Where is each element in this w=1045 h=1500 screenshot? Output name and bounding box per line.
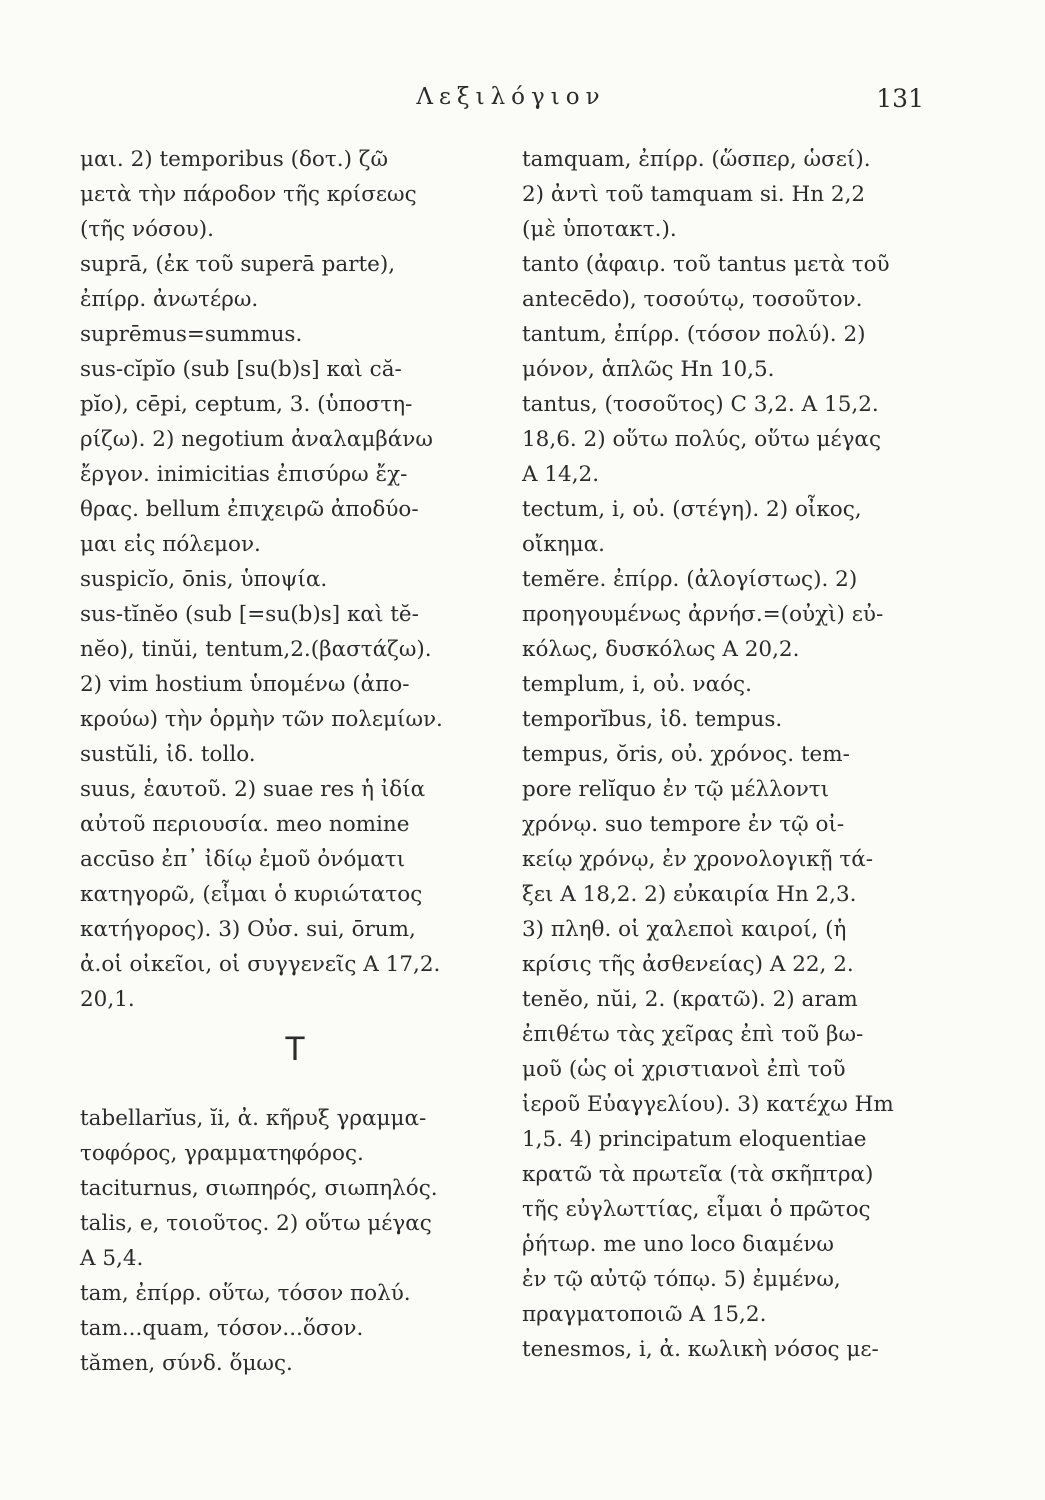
dictionary-line: τῆς εὐγλωττίας, εἶμαι ὁ πρῶτος [522, 1197, 871, 1222]
dictionary-line: tanto (ἀφαιρ. τοῦ tantus μετὰ τοῦ [522, 252, 890, 277]
dictionary-line: 20,1. [80, 987, 135, 1012]
dictionary-line: nĕo), tinŭi, tentum,2.(βαστάζω). [80, 637, 432, 662]
dictionary-line: μαι εἰς πόλεμον. [80, 532, 261, 557]
letter-heading: T [284, 1030, 306, 1068]
page-header [80, 84, 942, 118]
dictionary-line: tam, ἐπίρρ. οὕτω, τόσον πολύ. [80, 1281, 411, 1306]
dictionary-line: 2) ἀντὶ τοῦ tamquam si. Hn 2,2 [522, 182, 866, 207]
left-entries-after-heading [80, 1101, 500, 1381]
dictionary-line: ρίζω). 2) negotium ἀναλαμβάνω [80, 427, 433, 452]
running-title: Λεξιλόγιον [416, 84, 606, 110]
dictionary-line: A 5,4. [80, 1246, 144, 1271]
right-column [522, 142, 942, 1367]
dictionary-line: τοφόρος, γραμματηφόρος. [80, 1141, 364, 1166]
dictionary-line: templum, i, οὐ. ναός. [522, 672, 752, 697]
dictionary-line: suprēmus=summus. [80, 322, 303, 347]
page-number: 131 [876, 84, 924, 113]
dictionary-line: talis, e, τοιοῦτος. 2) οὕτω μέγας [80, 1211, 432, 1236]
dictionary-line: tam...quam, τόσον...ὅσον. [80, 1316, 364, 1341]
dictionary-line: 1,5. 4) principatum eloquentiae [522, 1127, 867, 1152]
dictionary-line: χρόνῳ. suo tempore ἐν τῷ οἰ- [522, 812, 845, 837]
dictionary-line: tectum, i, οὐ. (στέγη). 2) οἶκος, [522, 497, 862, 522]
dictionary-line: tămen, σύνδ. ὅμως. [80, 1351, 293, 1376]
dictionary-line: suus, ἑαυτοῦ. 2) suae res ἡ ἰδία [80, 777, 426, 802]
dictionary-line: 3) πληθ. οἱ χαλεποὶ καιροί, (ἡ [522, 917, 847, 942]
dictionary-line: ἐν τῷ αὐτῷ τόπῳ. 5) ἐμμένω, [522, 1267, 841, 1292]
dictionary-line: κατηγορῶ, (εἶμαι ὁ κυριώτατος [80, 882, 423, 907]
dictionary-line: οἴκημα. [522, 532, 606, 557]
dictionary-line: μετὰ τὴν πάροδον τῆς κρίσεως [80, 182, 417, 207]
dictionary-line: κρίσις τῆς ἀσθενείας) A 22, 2. [522, 952, 854, 977]
dictionary-line: αὐτοῦ περιουσία. meo nomine [80, 812, 410, 837]
dictionary-line: tantus, (τοσοῦτος) C 3,2. A 15,2. [522, 392, 879, 417]
dictionary-line: ἐπιθέτω τὰς χεῖρας ἐπὶ τοῦ βω- [522, 1022, 864, 1047]
dictionary-line: μοῦ (ὡς οἱ χριστιανοὶ ἐπὶ τοῦ [522, 1057, 846, 1082]
left-column [80, 142, 500, 1381]
dictionary-line: temporĭbus, ἰδ. tempus. [522, 707, 783, 732]
dictionary-line: A 14,2. [522, 462, 600, 487]
dictionary-line: accūso ἐπ᾽ ἰδίῳ ἐμοῦ ὀνόματι [80, 847, 406, 872]
left-entries-before-heading [80, 142, 500, 1017]
dictionary-line: taciturnus, σιωπηρός, σιωπηλός. [80, 1176, 438, 1201]
dictionary-line: ῥήτωρ. me uno loco διαμένω [522, 1232, 834, 1257]
dictionary-line: tenĕo, nŭi, 2. (κρατῶ). 2) aram [522, 987, 858, 1012]
dictionary-line: κείῳ χρόνῳ, ἐν χρονολογικῇ τά- [522, 847, 874, 872]
dictionary-line: κρούω) τὴν ὁρμὴν τῶν πολεμίων. [80, 707, 443, 732]
dictionary-line: μόνον, ἁπλῶς Hn 10,5. [522, 357, 775, 382]
dictionary-line: antecēdo), τοσούτῳ, τοσοῦτον. [522, 287, 863, 312]
dictionary-line: μαι. 2) temporibus (δοτ.) ζῶ [80, 147, 388, 172]
dictionary-line: ἀ.οἱ οἰκεῖοι, οἱ συγγενεῖς A 17,2. [80, 952, 441, 977]
dictionary-line: pore relĭquo ἐν τῷ μέλλοντι [522, 777, 830, 802]
dictionary-line: θρας. bellum ἐπιχειρῶ ἀποδύο- [80, 497, 419, 522]
dictionary-line: tenesmos, i, ἀ. κωλικὴ νόσος με- [522, 1337, 879, 1362]
dictionary-line: suspicĭo, ōnis, ὑποψία. [80, 567, 328, 592]
dictionary-line: 18,6. 2) οὕτω πολύς, οὕτω μέγας [522, 427, 881, 452]
dictionary-line: κόλως, δυσκόλως A 20,2. [522, 637, 800, 662]
dictionary-line: suprā, (ἐκ τοῦ superā parte), [80, 252, 396, 277]
dictionary-line: (τῆς νόσου). [80, 217, 214, 242]
dictionary-line: sus-cĭpĭo (sub [su(b)s] καὶ că- [80, 357, 402, 382]
dictionary-line: sustŭli, ἰδ. tollo. [80, 742, 256, 767]
dictionary-line: 2) vim hostium ὑπομένω (ἀπο- [80, 672, 410, 697]
dictionary-line: tamquam, ἐπίρρ. (ὥσπερ, ὡσεί). [522, 147, 871, 172]
dictionary-line: tabellarĭus, ĭi, ἀ. κῆρυξ γραμμα- [80, 1106, 427, 1131]
dictionary-line: ἔργον. inimicitias ἐπισύρω ἔχ- [80, 462, 408, 487]
dictionary-line: sus-tĭnĕo (sub [=su(b)s] καὶ tĕ- [80, 602, 419, 627]
dictionary-line: προηγουμένως ἀρνήσ.=(οὐχὶ) εὐ- [522, 602, 884, 627]
dictionary-line: ξει A 18,2. 2) εὐκαιρία Hn 2,3. [522, 882, 857, 907]
dictionary-line: κατήγορος). 3) Οὐσ. sui, ōrum, [80, 917, 416, 942]
dictionary-line: temĕre. ἐπίρρ. (ἀλογίστως). 2) [522, 567, 858, 592]
dictionary-line: πραγματοποιῶ A 15,2. [522, 1302, 767, 1327]
dictionary-line: (μὲ ὑποτακτ.). [522, 217, 677, 242]
dictionary-line: pĭo), cēpi, ceptum, 3. (ὑποστη- [80, 392, 413, 417]
dictionary-line: ἐπίρρ. ἀνωτέρω. [80, 287, 259, 312]
dictionary-line: ἱεροῦ Εὐαγγελίου). 3) κατέχω Hm [522, 1092, 894, 1117]
dictionary-line: tantum, ἐπίρρ. (τόσον πολύ). 2) [522, 322, 866, 347]
dictionary-line: tempus, ŏris, οὐ. χρόνος. tem- [522, 742, 850, 767]
dictionary-line: κρατῶ τὰ πρωτεῖα (τὰ σκῆπτρα) [522, 1162, 874, 1187]
